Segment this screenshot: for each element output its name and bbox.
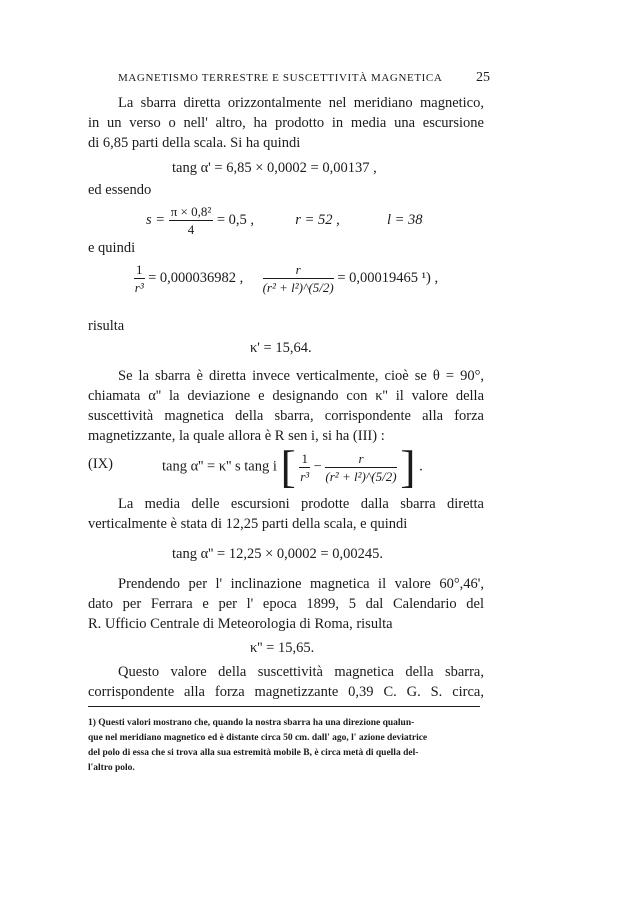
- right-bracket: ]: [400, 441, 416, 492]
- ix-minus: −: [313, 458, 322, 475]
- inv-r3-denominator: r³: [134, 280, 144, 295]
- s-symbol: s =: [146, 211, 166, 228]
- p4-line-3: R. Ufficio Centrale di Meteorologia di Roma, risulta: [88, 616, 393, 632]
- p5-line-2: corrispondente alla forza magnetizzante 0,39 C. G. S. circa,: [88, 684, 484, 700]
- ix-second-denominator: (r² + l²)^(5/2): [325, 468, 397, 484]
- r-over-rl-denominator: (r² + l²)^(5/2): [262, 280, 334, 295]
- r-over-rl-value: = 0,00019465 ¹) ,: [337, 269, 439, 286]
- running-title: MAGNETISMO TERRESTRE E SUSCETTIVITÀ MAGNETICA: [118, 72, 443, 84]
- ix-lhs: tang α'' = κ'' s tang i: [162, 458, 277, 475]
- equation-tang-alpha-second: tang α'' = 12,25 × 0,0002 = 0,00245.: [172, 546, 383, 562]
- text-ed-essendo: ed essendo: [88, 182, 152, 198]
- text-e-quindi: e quindi: [88, 240, 136, 256]
- inv-r3-numerator: 1: [136, 262, 143, 277]
- footnote-line-4: l'altro polo.: [88, 763, 135, 773]
- p2-line-2: chiamata α'' la deviazione e designando con κ'' il valore della: [88, 388, 484, 404]
- equation-kappa-prime: κ' = 15,64.: [250, 340, 312, 356]
- footnote-divider: [88, 706, 480, 707]
- ix-second-numerator: r: [325, 451, 396, 468]
- r-over-rl-numerator: r: [263, 262, 334, 279]
- p4-line-2: dato per Ferrara e per l' epoca 1899, 5 dal Calendario del: [88, 596, 484, 612]
- p1-line-2: in un verso o nell' altro, ha prodotto in media una escursione: [88, 115, 484, 131]
- p1-line-3: di 6,85 parti della scala. Si ha quindi: [88, 135, 301, 151]
- page-number: 25: [476, 70, 490, 85]
- l-value: l = 38: [386, 211, 423, 228]
- p3-line-1: La media delle escursioni prodotte dalla sbarra diretta: [118, 496, 484, 512]
- equation-tang-alpha-prime: tang α' = 6,85 × 0,0002 = 0,00137 ,: [172, 160, 377, 176]
- s-fraction: [169, 204, 214, 237]
- text-risulta: risulta: [88, 318, 125, 334]
- equation-ix-label: (IX): [88, 456, 113, 472]
- ix-first-denominator: r³: [300, 468, 310, 484]
- footnote-line-1: 1) Questi valori mostrano che, quando la nostra sbarra ha una direzione qualun-: [88, 718, 415, 728]
- inv-r3-value: = 0,000036982 ,: [148, 269, 244, 286]
- p3-line-2: verticalmente è stata di 12,25 parti della scala, e quindi: [88, 516, 408, 532]
- equation-s: [146, 204, 423, 237]
- inv-r3-fraction: [134, 262, 145, 295]
- ix-second-fraction: [325, 451, 396, 484]
- p1-line-1: La sbarra diretta orizzontalmente nel meridiano magnetico,: [118, 95, 484, 111]
- s-numerator: π × 0,8²: [170, 204, 212, 219]
- footnote-line-2: que nel meridiano magnetico ed è distante circa 50 cm. dall' ago, l' azione deviatrice: [88, 733, 428, 743]
- p5-line-1: Questo valore della suscettività magnetica della sbarra,: [118, 664, 484, 680]
- equation-kappa-second: κ'' = 15,65.: [250, 640, 315, 656]
- p2-line-3: suscettività magnetica della sbarra, corrispondente alla forza: [88, 408, 484, 424]
- r-value: r = 52 ,: [295, 211, 340, 228]
- equation-ix: [162, 441, 423, 492]
- p4-line-1: Prendendo per l' inclinazione magnetica il valore 60°,46',: [118, 576, 484, 592]
- r-over-rl-fraction: [263, 262, 334, 295]
- s-value: = 0,5 ,: [216, 211, 255, 228]
- ix-first-numerator: 1: [301, 450, 308, 466]
- p2-line-4: magnetizzante, la quale allora è R sen i, si ha (III) :: [88, 428, 385, 444]
- s-denominator: 4: [187, 222, 195, 237]
- ix-first-fraction: [299, 451, 310, 484]
- equation-values: [134, 262, 438, 295]
- footnote-line-3: del polo di essa che si trova alla sua estremità mobile B, è circa metà di quella del-: [88, 748, 419, 758]
- p2-line-1: Se la sbarra è diretta invece verticalmente, cioè se θ = 90°,: [118, 368, 484, 384]
- running-header: [118, 72, 490, 84]
- left-bracket: [: [280, 441, 296, 492]
- ix-period: .: [419, 458, 423, 475]
